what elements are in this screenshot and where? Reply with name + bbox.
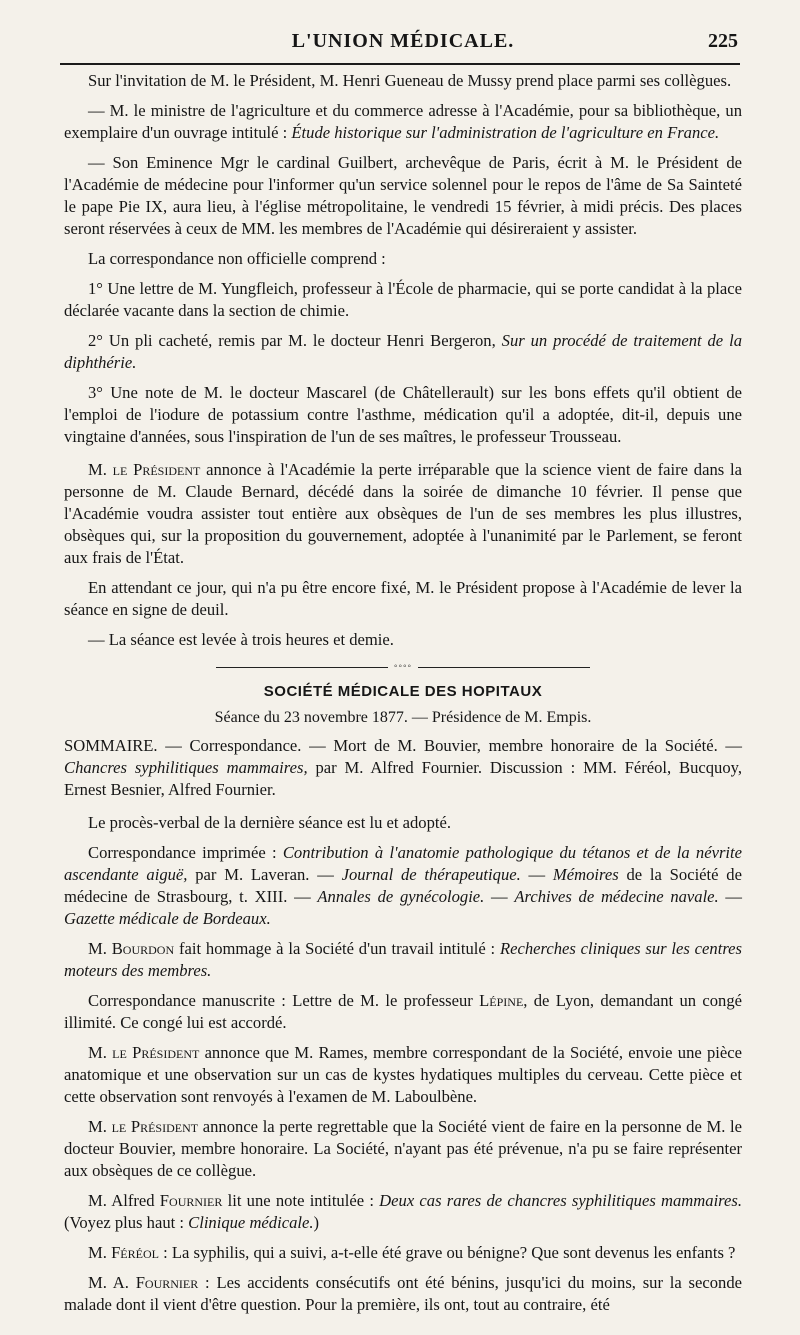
work-title: Journal de thérapeutique. — [341, 865, 521, 884]
speaker-name: le Président — [112, 460, 201, 479]
paragraph: 3° Une note de M. le docteur Mascarel (de Châtellerault) sur les bons effets qu'il obtient de l'emploi de l'iodure de potassium contre l'asthme, médication qu'il a adoptée, dit-il, depuis une vingtaine d'années, sous l'inspiration de l'un de ses maîtres, le professeur Trousseau. — [64, 383, 742, 446]
paragraph — [64, 1272, 742, 1316]
speaker-name: Féréol — [111, 1243, 159, 1262]
paragraph — [64, 938, 742, 982]
page-header — [68, 30, 738, 58]
text-run: Correspondance imprimée : — [88, 843, 283, 862]
text-run: fait hommage à la Société d'un travail intitulé : — [174, 939, 500, 958]
work-title: Étude historique sur l'administration de l'agriculture en France. — [291, 123, 720, 142]
work-title: Archives de médecine navale. — [514, 887, 719, 906]
text-run: — Correspondance. — Mort de M. Bouvier, membre honoraire de la Société. — — [157, 736, 742, 755]
paragraph — [64, 1042, 742, 1108]
speaker-name: le Président — [111, 1117, 199, 1136]
text-run: : La syphilis, qui a suivi, a-t-elle été grave ou bénigne? Que sont devenus les enfants ? — [158, 1243, 736, 1262]
section-title: SOCIÉTÉ MÉDICALE DES HOPITAUX — [263, 683, 543, 700]
divider-line — [216, 667, 388, 668]
text-run: par M. Alfred Fournier. Discussion : MM. Féréol, Bucquoy, Ernest Besnier, Alfred Fournier. — [64, 758, 743, 799]
divider-line — [418, 667, 590, 668]
work-title: Gazette médicale de Bordeaux. — [64, 909, 271, 928]
paragraph — [64, 459, 742, 569]
paragraph: — La séance est levée à trois heures et demie. — [88, 630, 394, 649]
paragraph — [64, 1190, 742, 1234]
header-rule — [60, 63, 740, 65]
text-run: par M. Laveran. — — [187, 865, 342, 884]
speaker-name: le Président — [112, 1043, 200, 1062]
paragraph: 1° Une lettre de M. Yungfleich, professeur à l'École de pharmacie, qui se porte candidat à la place déclarée vacante dans la section de chimie. — [64, 279, 742, 320]
paragraph: En attendant ce jour, qui n'a pu être encore fixé, M. le Président propose à l'Académie de lever la séance en signe de deuil. — [64, 578, 742, 619]
text-run: M. — [88, 1243, 112, 1262]
speaker-name: Fournier — [159, 1191, 223, 1210]
work-title: Chancres syphilitiques mammaires, — [64, 758, 308, 777]
text-run: M. — [88, 1117, 112, 1136]
text-run: Correspondance manuscrite : Lettre de M. le professeur — [88, 991, 480, 1010]
running-title: L'UNION MÉDICALE. — [291, 30, 515, 52]
page-number: 225 — [708, 30, 738, 52]
text-run: : Les accidents consécutifs ont été bénins, jusqu'ici du moins, sur la seconde malade dont il vient d'être question. Pour la première, ils ont, tout au contraire, été — [64, 1273, 742, 1314]
text-run: — M. le ministre de l'agriculture et du commerce adresse à l'Académie, pour sa bibliothèque, un exemplaire d'un ouvrage intitulé : — [64, 101, 742, 142]
text-run: ) — [313, 1213, 320, 1232]
work-title: Recherches cliniques sur les centres moteurs des membres. — [64, 939, 742, 980]
speaker-name: Fournier — [135, 1273, 199, 1292]
speaker-name: Lépine — [479, 991, 524, 1010]
divider-ornament: ◦◦◦◦ — [393, 661, 413, 672]
work-title: Mémoires — [552, 865, 619, 884]
section-divider — [64, 661, 742, 673]
work-title: Sur un procédé de traitement de la diphthérie. — [64, 331, 742, 372]
paragraph — [64, 1116, 742, 1182]
text-run: M. — [88, 460, 113, 479]
speaker-name: Bourdon — [111, 939, 175, 958]
text-run: — — [484, 887, 515, 906]
text-run: — — [520, 865, 553, 884]
sommaire-label: SOMMAIRE. — [64, 736, 158, 755]
work-title: Clinique médicale. — [188, 1213, 314, 1232]
work-title: Deux cas rares de chancres syphilitiques mammaires. — [379, 1191, 742, 1210]
text-run: annonce à l'Académie la perte irréparable que la science vient de faire dans la personne de M. Claude Bernard, décédé dans la soirée de dimanche 10 février. Il pense que l'Académie voudra assister tout entière aux obsèques de l'un de ses membres les plus illustres, obsèques qui, sur la proposition du gouvernement, adoptée à l'unanimité par le Parlement, se feront aux frais de l'État. — [64, 460, 742, 567]
work-title: Contribution à l'anatomie pathologique du tétanos et de la névrite ascendante aiguë, — [64, 843, 742, 884]
session-line: Séance du 23 novembre 1877. — Présidence de M. Empis. — [214, 709, 592, 726]
paragraph — [64, 990, 742, 1034]
paragraph — [64, 1242, 742, 1264]
text-run: M. A. — [88, 1273, 136, 1292]
text-run: — — [718, 887, 743, 906]
text-run: 2° Un pli cacheté, remis par M. le docteur Henri Bergeron, — [88, 331, 502, 350]
paragraph: — Son Eminence Mgr le cardinal Guilbert, archevêque de Paris, écrit à M. le Président de l'Académie de médecine pour l'informer qu'un service solennel pour le repos de l'âme de Sa Sainteté le pape Pie IX, aura lieu, à l'église métropolitaine, le vendredi 15 février, à midi précis. Des places seront réservées à ceux de MM. les membres de l'Académie qui désireraient y assister. — [64, 153, 742, 238]
paragraph: Sur l'invitation de M. le Président, M. Henri Gueneau de Mussy prend place parmi ses collègues. — [88, 71, 732, 90]
text-run: M. Alfred — [88, 1191, 160, 1210]
paragraph — [64, 330, 742, 374]
paragraph: Le procès-verbal de la dernière séance est lu et adopté. — [88, 813, 452, 832]
text-run: M. — [88, 1043, 113, 1062]
text-run: , de Lyon, demandant un congé illimité. Ce congé lui est accordé. — [64, 991, 743, 1032]
article-body — [64, 70, 742, 1324]
text-run: (Voyez plus haut : — [64, 1213, 189, 1232]
paragraph: La correspondance non officielle comprend : — [88, 249, 386, 268]
text-run: annonce la perte regrettable que la Société vient de faire en la personne de M. le docteur Bouvier, membre honoraire. La Société, n'ayant pas été prévenue, n'a pu se faire représenter aux obsèques de ce collègue. — [64, 1117, 742, 1180]
text-run: lit une note intitulée : — [222, 1191, 380, 1210]
paragraph — [64, 100, 742, 144]
text-run: de la Société de médecine de Strasbourg, t. XIII. — — [64, 865, 742, 906]
text-run: annonce que M. Rames, membre correspondant de la Société, envoie une pièce anatomique et une observation sur un cas de kystes hydatiques multiples du cerveau. Cette pièce et cette observation sont renvoyés à l'examen de M. Laboulbène. — [64, 1043, 742, 1106]
paragraph — [64, 842, 742, 930]
text-run: M. — [88, 939, 112, 958]
sommaire — [64, 735, 742, 801]
work-title: Annales de gynécologie. — [317, 887, 485, 906]
